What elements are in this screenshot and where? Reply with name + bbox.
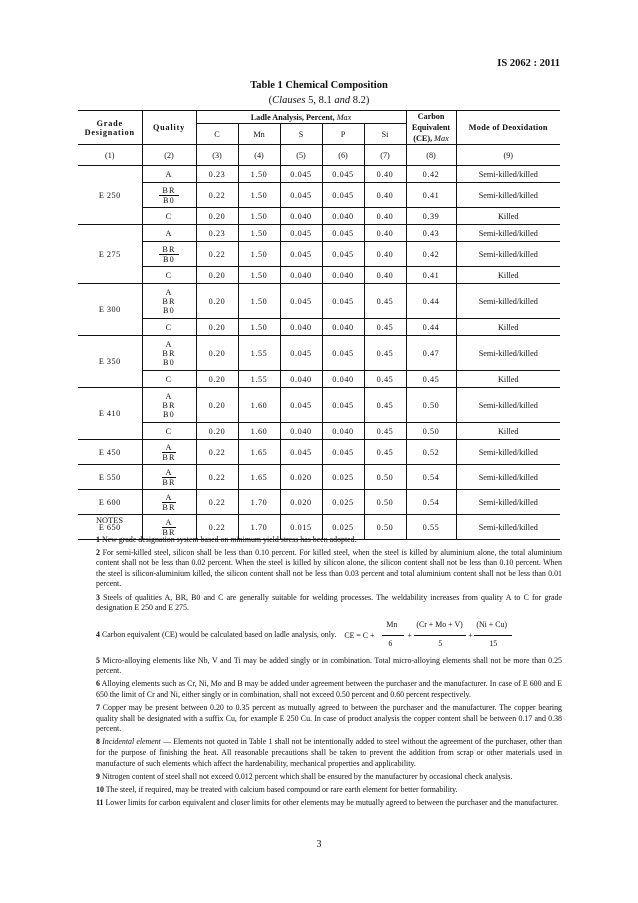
value-silicon: 0.45	[364, 388, 406, 423]
quality-cell	[142, 242, 196, 267]
value-sulphur: 0.040	[280, 267, 322, 284]
value-carbon-equivalent: 0.52	[406, 440, 456, 465]
quality-code: C	[165, 374, 173, 384]
value-carbon: 0.20	[196, 284, 238, 319]
value-carbon-equivalent: 0.39	[406, 208, 456, 225]
value-manganese: 1.60	[238, 388, 280, 423]
value-phosphorus: 0.025	[322, 465, 364, 490]
value-deoxidation-mode: Semi-killed/killed	[456, 440, 560, 465]
value-carbon: 0.22	[196, 465, 238, 490]
value-phosphorus: 0.040	[322, 371, 364, 388]
value-sulphur: 0.020	[280, 465, 322, 490]
grade-designation: E 350	[78, 336, 142, 388]
quality-code: C	[165, 211, 173, 221]
header-element-mn: Mn	[238, 124, 280, 145]
quality-cell	[142, 490, 196, 515]
value-carbon: 0.20	[196, 388, 238, 423]
value-manganese: 1.55	[238, 371, 280, 388]
value-silicon: 0.40	[364, 225, 406, 242]
quality-line	[145, 375, 194, 384]
note-11: 11 Lower limits for carbon equivalent and closer limits for other elements may be mutually agreed to between the purchaser and the manufacturer.	[96, 797, 559, 807]
header-ladle-label: Ladle Analysis, Percent,	[250, 112, 335, 122]
value-carbon-equivalent: 0.54	[406, 490, 456, 515]
value-sulphur: 0.045	[280, 284, 322, 319]
value-sulphur: 0.040	[280, 371, 322, 388]
quality-code: A	[162, 468, 175, 478]
value-carbon-equivalent: 0.43	[406, 225, 456, 242]
value-manganese: 1.50	[238, 319, 280, 336]
quality-line	[145, 212, 194, 221]
quality-cell	[142, 440, 196, 465]
value-deoxidation-mode: Killed	[456, 267, 560, 284]
quality-line	[145, 323, 194, 332]
note-5: 5 Micro-alloying elements like Nb, V and Ti may be added singly or in combination. Total micro-alloying elements shall not be more than 0.25 percent.	[96, 655, 562, 676]
value-carbon-equivalent: 0.42	[406, 242, 456, 267]
value-carbon: 0.22	[196, 515, 238, 540]
value-manganese: 1.50	[238, 208, 280, 225]
quality-code: A	[162, 443, 175, 453]
value-sulphur: 0.015	[280, 515, 322, 540]
quality-code: A	[165, 287, 173, 297]
value-phosphorus: 0.040	[322, 267, 364, 284]
quality-code: BR	[162, 527, 176, 537]
value-sulphur: 0.045	[280, 388, 322, 423]
note-1: 1 New grade designation system based on minimum yield stress has been adopted.	[96, 534, 357, 544]
quality-line	[145, 453, 194, 462]
quality-cell	[142, 225, 196, 242]
value-manganese: 1.65	[238, 440, 280, 465]
table-row	[78, 490, 560, 515]
header-mode-of-deoxidation: Mode of Deoxidation	[456, 111, 560, 145]
quality-line	[145, 358, 194, 367]
quality-code: BR	[162, 477, 176, 487]
header-element-si: Si	[364, 124, 406, 145]
grade-designation: E 550	[78, 465, 142, 490]
column-number: (6)	[322, 145, 364, 166]
value-manganese: 1.70	[238, 515, 280, 540]
quality-line	[145, 170, 194, 179]
quality-code: BR	[162, 502, 176, 512]
value-sulphur: 0.045	[280, 166, 322, 183]
quality-line	[145, 297, 194, 306]
column-number: (3)	[196, 145, 238, 166]
value-phosphorus: 0.040	[322, 319, 364, 336]
value-phosphorus: 0.045	[322, 183, 364, 208]
value-manganese: 1.50	[238, 183, 280, 208]
column-number: (7)	[364, 145, 406, 166]
value-carbon: 0.23	[196, 166, 238, 183]
quality-code: C	[165, 270, 173, 280]
value-manganese: 1.70	[238, 490, 280, 515]
quality-line	[145, 186, 194, 196]
column-number: (9)	[456, 145, 560, 166]
table-row	[78, 465, 560, 490]
value-phosphorus: 0.045	[322, 284, 364, 319]
grade-designation: E 600	[78, 490, 142, 515]
table-row	[78, 242, 560, 267]
value-sulphur: 0.045	[280, 183, 322, 208]
quality-code: BR	[162, 452, 176, 462]
value-phosphorus: 0.040	[322, 208, 364, 225]
header-grade: Grade Designation	[78, 111, 142, 145]
value-sulphur: 0.020	[280, 490, 322, 515]
value-sulphur: 0.040	[280, 319, 322, 336]
header-element-p: P	[322, 124, 364, 145]
document-header: IS 2062 : 2011	[497, 58, 560, 69]
quality-cell	[142, 371, 196, 388]
table-row	[78, 388, 560, 423]
table-row	[78, 423, 560, 440]
value-carbon-equivalent: 0.50	[406, 423, 456, 440]
value-phosphorus: 0.045	[322, 440, 364, 465]
page-number: 3	[316, 839, 322, 850]
table-row	[78, 183, 560, 208]
quality-line	[145, 229, 194, 238]
value-carbon-equivalent: 0.41	[406, 267, 456, 284]
table-row	[78, 371, 560, 388]
value-silicon: 0.45	[364, 284, 406, 319]
quality-cell	[142, 284, 196, 319]
quality-code: BR	[159, 245, 178, 255]
quality-line	[145, 478, 194, 487]
quality-line	[145, 271, 194, 280]
grade-designation: E 650	[78, 515, 142, 540]
quality-line	[145, 196, 194, 205]
value-silicon: 0.40	[364, 242, 406, 267]
quality-code: A	[165, 169, 173, 179]
note-9: 9 Nitrogen content of steel shall not exceed 0.012 percent which shall be ensured by the manufacturer by occasional check analysis.	[96, 771, 513, 781]
quality-code: C	[165, 322, 173, 332]
header-ce-line-1: Carbon	[417, 112, 445, 121]
grade-designation: E 300	[78, 284, 142, 336]
value-carbon: 0.20	[196, 371, 238, 388]
value-deoxidation-mode: Killed	[456, 319, 560, 336]
value-carbon: 0.20	[196, 267, 238, 284]
header-carbon-equivalent	[406, 111, 456, 145]
value-carbon-equivalent: 0.54	[406, 465, 456, 490]
quality-code: A	[162, 518, 175, 528]
quality-line	[145, 392, 194, 401]
quality-code: B0	[163, 409, 175, 419]
value-sulphur: 0.045	[280, 440, 322, 465]
value-carbon: 0.20	[196, 208, 238, 225]
quality-cell	[142, 336, 196, 371]
quality-line	[145, 245, 194, 255]
value-carbon-equivalent: 0.55	[406, 515, 456, 540]
value-carbon-equivalent: 0.50	[406, 388, 456, 423]
value-phosphorus: 0.025	[322, 515, 364, 540]
quality-cell	[142, 267, 196, 284]
value-manganese: 1.50	[238, 166, 280, 183]
value-deoxidation-mode: Semi-killed/killed	[456, 242, 560, 267]
quality-line	[145, 468, 194, 478]
notes-title: NOTES	[96, 516, 123, 525]
header-ce-max: Max	[434, 134, 449, 143]
table-subtitle: (Clauses 5, 8.1 and 8.2)	[268, 95, 370, 106]
value-carbon-equivalent: 0.45	[406, 371, 456, 388]
quality-cell	[142, 388, 196, 423]
quality-line	[145, 340, 194, 349]
quality-cell	[142, 465, 196, 490]
value-sulphur: 0.045	[280, 242, 322, 267]
quality-line	[145, 401, 194, 410]
value-phosphorus: 0.045	[322, 388, 364, 423]
value-silicon: 0.45	[364, 423, 406, 440]
quality-cell	[142, 183, 196, 208]
quality-line	[145, 493, 194, 503]
value-phosphorus: 0.045	[322, 166, 364, 183]
quality-line	[145, 443, 194, 453]
value-phosphorus: 0.045	[322, 225, 364, 242]
value-deoxidation-mode: Killed	[456, 371, 560, 388]
header-ce-line-3	[409, 133, 454, 144]
value-carbon: 0.22	[196, 490, 238, 515]
value-silicon: 0.40	[364, 166, 406, 183]
value-carbon: 0.23	[196, 225, 238, 242]
value-sulphur: 0.040	[280, 423, 322, 440]
value-deoxidation-mode: Semi-killed/killed	[456, 336, 560, 371]
quality-line	[145, 288, 194, 297]
grade-designation: E 275	[78, 225, 142, 284]
value-phosphorus: 0.040	[322, 423, 364, 440]
table-row	[78, 336, 560, 371]
note-8: 8 Incidental element — Elements not quoted in Table 1 shall not be intentionally added to steel without the agreement of the purchaser, other than for the purpose of finishing the heat. All reasonable precautions shall be taken to prevent the addition from scrap or other materials used in manufacture of such elements which affect the hardenability, mechanical properties and applicability.	[96, 737, 562, 768]
value-carbon-equivalent: 0.44	[406, 319, 456, 336]
value-silicon: 0.50	[364, 490, 406, 515]
quality-cell	[142, 208, 196, 225]
column-number: (5)	[280, 145, 322, 166]
value-sulphur: 0.040	[280, 208, 322, 225]
table-row	[78, 267, 560, 284]
value-manganese: 1.50	[238, 284, 280, 319]
quality-code: B0	[163, 195, 175, 205]
note-10: 10 The steel, if required, may be treated with calcium based compound or rare earth element for better formability.	[96, 784, 458, 794]
header-quality: Quality	[142, 111, 196, 145]
grade-designation: E 450	[78, 440, 142, 465]
quality-line	[145, 306, 194, 315]
value-silicon: 0.40	[364, 208, 406, 225]
grade-designation: E 250	[78, 166, 142, 225]
value-deoxidation-mode: Semi-killed/killed	[456, 225, 560, 242]
header-element-c: C	[196, 124, 238, 145]
table-row	[78, 284, 560, 319]
note-2: 2 For semi-killed steel, silicon shall be less than 0.10 percent. For killed steel, when the steel is killed by aluminium alone, the total aluminium content shall not be less than 0.02 percent. When the steel is killed by silicon alone, the silicon content shall not be less than 0.10 percent. When the steel is silicon-aluminium killed, the silicon content shall not be less than 0.03 percent and total aluminium content shall not be less than 0.01 percent.	[96, 547, 562, 589]
header-ladle-analysis	[196, 111, 406, 124]
value-carbon: 0.22	[196, 242, 238, 267]
quality-line	[145, 503, 194, 512]
value-carbon-equivalent: 0.41	[406, 183, 456, 208]
header-ladle-max: Max	[336, 112, 352, 122]
quality-code: BR	[159, 186, 178, 196]
value-phosphorus: 0.045	[322, 336, 364, 371]
note-7: 7 Copper may be present between 0.20 to 0.35 percent as mutually agreed to between the purchaser and the manufacturer. The copper bearing quality shall be designated with a suffix Cu, for example E 250 Cu. In case of product analysis the copper content shall be between 0.17 and 0.38 percent.	[96, 703, 562, 734]
quality-code: B0	[163, 357, 175, 367]
value-silicon: 0.50	[364, 465, 406, 490]
note-4: 4 Carbon equivalent (CE) would be calculated based on ladle analysis, only. CE = C + Mn 6 + (Cr + Mo + V) 5 + (Ni + Cu) 15	[96, 620, 562, 650]
value-phosphorus: 0.025	[322, 490, 364, 515]
column-number: (1)	[78, 145, 142, 166]
value-deoxidation-mode: Semi-killed/killed	[456, 183, 560, 208]
quality-code: B0	[163, 254, 175, 264]
value-carbon: 0.20	[196, 423, 238, 440]
value-manganese: 1.50	[238, 267, 280, 284]
quality-cell	[142, 423, 196, 440]
value-sulphur: 0.045	[280, 225, 322, 242]
quality-line	[145, 349, 194, 358]
quality-cell	[142, 166, 196, 183]
value-carbon: 0.20	[196, 336, 238, 371]
value-deoxidation-mode: Semi-killed/killed	[456, 166, 560, 183]
note-6: 6 Alloying elements such as Cr, Ni, Mo and B may be added under agreement between the purchaser and the manufacturer. In case of E 600 and E 650 the limit of Cr and Ni, either singly or in combination, shall not exceed 0.50 percent and 0.60 percent respectively.	[96, 679, 562, 700]
value-manganese: 1.50	[238, 242, 280, 267]
quality-code: B0	[163, 305, 175, 315]
value-silicon: 0.40	[364, 183, 406, 208]
column-number: (4)	[238, 145, 280, 166]
quality-line	[145, 255, 194, 264]
table-title: Table 1 Chemical Composition	[250, 80, 388, 91]
value-manganese: 1.50	[238, 225, 280, 242]
table-row	[78, 225, 560, 242]
header-ce-label: (CE),	[413, 134, 433, 143]
value-deoxidation-mode: Killed	[456, 423, 560, 440]
value-deoxidation-mode: Killed	[456, 208, 560, 225]
quality-code: BR	[162, 348, 176, 358]
value-silicon: 0.40	[364, 267, 406, 284]
chemical-composition-table	[78, 110, 560, 540]
value-silicon: 0.45	[364, 440, 406, 465]
quality-code: C	[165, 426, 173, 436]
header-ce-line-2: Equivalent	[411, 123, 451, 132]
value-deoxidation-mode: Semi-killed/killed	[456, 490, 560, 515]
column-number: (2)	[142, 145, 196, 166]
value-silicon: 0.45	[364, 371, 406, 388]
value-carbon: 0.20	[196, 319, 238, 336]
quality-line	[145, 427, 194, 436]
header-element-s: S	[280, 124, 322, 145]
value-silicon: 0.45	[364, 319, 406, 336]
value-phosphorus: 0.045	[322, 242, 364, 267]
value-manganese: 1.65	[238, 465, 280, 490]
table-row	[78, 208, 560, 225]
grade-designation: E 410	[78, 388, 142, 440]
value-silicon: 0.50	[364, 515, 406, 540]
column-number: (8)	[406, 145, 456, 166]
table-row	[78, 440, 560, 465]
value-sulphur: 0.045	[280, 336, 322, 371]
value-deoxidation-mode: Semi-killed/killed	[456, 515, 560, 540]
quality-code: A	[162, 493, 175, 503]
value-carbon-equivalent: 0.42	[406, 166, 456, 183]
quality-line	[145, 410, 194, 419]
quality-code: A	[165, 228, 173, 238]
table-row	[78, 166, 560, 183]
note-3: 3 Steels of qualities A, BR, B0 and C are generally suitable for welding processes. The weldability increases from quality A to C for grade designation E 250 and E 275.	[96, 592, 562, 613]
value-deoxidation-mode: Semi-killed/killed	[456, 388, 560, 423]
value-deoxidation-mode: Semi-killed/killed	[456, 465, 560, 490]
value-silicon: 0.45	[364, 336, 406, 371]
table-row	[78, 319, 560, 336]
quality-code: BR	[162, 400, 176, 410]
quality-code: BR	[162, 296, 176, 306]
value-carbon-equivalent: 0.47	[406, 336, 456, 371]
notes-section	[96, 516, 562, 811]
value-deoxidation-mode: Semi-killed/killed	[456, 284, 560, 319]
value-carbon: 0.22	[196, 440, 238, 465]
quality-code: A	[165, 339, 173, 349]
carbon-equivalent-formula: CE = C + Mn 6 + (Cr + Mo + V) 5 + (Ni + Cu) 15	[344, 620, 512, 650]
value-manganese: 1.55	[238, 336, 280, 371]
quality-cell	[142, 319, 196, 336]
value-carbon: 0.22	[196, 183, 238, 208]
value-carbon-equivalent: 0.44	[406, 284, 456, 319]
quality-code: A	[165, 391, 173, 401]
value-manganese: 1.60	[238, 423, 280, 440]
